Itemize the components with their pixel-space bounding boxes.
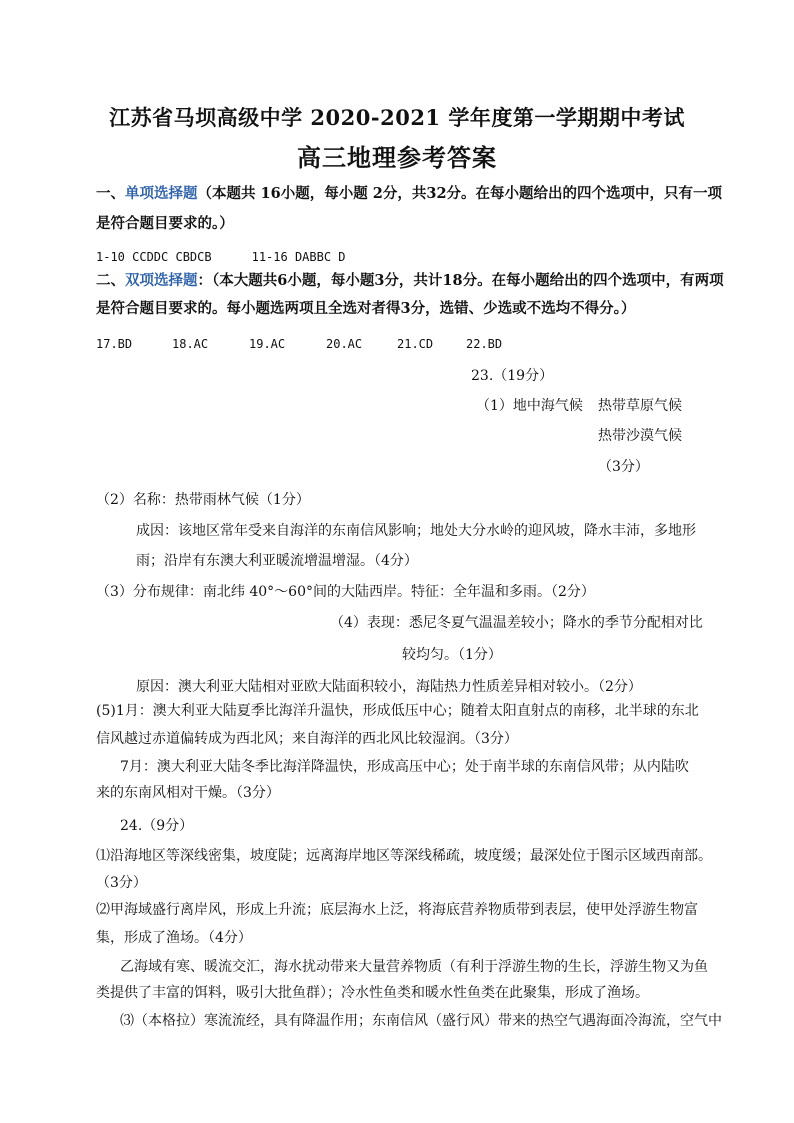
section1-prefix: 一、 — [96, 185, 125, 202]
answer-17: 17.BD — [96, 337, 133, 351]
section1-label: 单项选择题 — [125, 185, 198, 202]
section2-instructions: ：（本大题共6小题，每小题3分，共计18分。在每小题给出的四个选项中，有两项 — [197, 272, 724, 289]
q24-p1-line1: ⑴沿海地区等深线密集，坡度陡；远离海岸地区等深线稀疏，坡度缓；最深处位于图示区域西南部。 — [96, 848, 712, 864]
section2-heading — [96, 271, 724, 291]
q23-p2-cause2: 雨；沿岸有东澳大利亚暖流增温增湿。（4分） — [136, 553, 418, 569]
answers-11-16: 11-16 DABBC D — [251, 250, 346, 264]
section2-instructions-cont: 是符合题目要求的。每小题选两项且全选对者得3分，选错、少选或不选均不得分。） — [96, 300, 636, 317]
q24-header: 24.（9分） — [120, 818, 194, 834]
q23-p4-reason: 原因：澳大利亚大陆相对亚欧大陆面积较小，海陆热力性质差异相对较小。（2分） — [136, 679, 642, 695]
q23-p3: （3）分布规律：南北纬 40°～60°间的大陆西岸。特征：全年温和多雨。（2分） — [96, 584, 595, 600]
section1-heading — [96, 184, 722, 204]
answers-1-10: 1-10 CCDDC CBDCB — [96, 250, 212, 264]
q24-p2-line1: ⑵甲海域盛行离岸风，形成上升流；底层海水上泛，将海底营养物质带到表层，使甲处浮游生物富 — [96, 902, 698, 918]
q24-p1-line2: （3分） — [96, 875, 147, 891]
q24-p2-line4: 类提供了丰富的饵料，吸引大批鱼群）；冷水性鱼类和暖水性鱼类在此聚集，形成了渔场。 — [96, 985, 649, 1001]
section2-label: 双项选择题 — [125, 272, 198, 289]
q23-p5-line2: 信风越过赤道偏转成为西北风；来自海洋的西北风比较湿润。（3分） — [96, 731, 518, 747]
q23-p2-name: （2）名称：热带雨林气候（1分） — [96, 492, 310, 508]
q23-p1-a: （1）地中海气候 — [476, 398, 583, 414]
q23-p2-cause1: 成因：该地区常年受来自海洋的东南信风影响；地处大分水岭的迎风坡，降水丰沛，多地形 — [136, 523, 696, 539]
q23-p1-b: 热带草原气候 — [598, 398, 682, 414]
answer-21: 21.CD — [397, 337, 434, 351]
answer-20: 20.AC — [326, 337, 363, 351]
q24-p2-line3: 乙海域有寒、暖流交汇，海水扰动带来大量营养物质（有利于浮游生物的生长，浮游生物又为鱼 — [120, 959, 708, 975]
q23-p1-score: （3分） — [598, 459, 649, 475]
section1-instructions: （本题共 16小题，每小题 2分，共32分。在每小题给出的四个选项中，只有一项 — [197, 185, 723, 202]
answer-22: 22.BD — [466, 337, 503, 351]
q23-p1-c: 热带沙漠气候 — [598, 428, 682, 444]
q23-header: 23.（19分） — [471, 368, 554, 384]
q23-p5-line4: 来的东南风相对干燥。（3分） — [96, 785, 280, 801]
answer-18: 18.AC — [172, 337, 209, 351]
q24-p3-line1: ⑶（本格拉）寒流流经，具有降温作用；东南信风（盛行风）带来的热空气遇海面冷海流，空气中 — [120, 1013, 722, 1029]
section1-instructions-cont: 是符合题目要求的。） — [96, 215, 234, 232]
section2-prefix: 二、 — [96, 272, 125, 289]
q24-p2-line2: 集，形成了渔场。（4分） — [96, 930, 252, 946]
q23-p5-line1: (5)1月：澳大利亚大陆夏季比海洋升温快，形成低压中心；随着太阳直射点的南移，北半球的东北 — [96, 703, 699, 719]
q23-p4-line1: （4）表现：悉尼冬夏气温温差较小；降水的季节分配相对比 — [330, 615, 703, 631]
section1-answers — [96, 247, 346, 267]
answer-19: 19.AC — [249, 337, 286, 351]
answer-key-title: 高三地理参考答案 — [297, 143, 497, 172]
q23-p4-line2: 较均匀。（1分） — [402, 647, 502, 663]
exam-title: 江苏省马坝高级中学 2020-2021 学年度第一学期期中考试 — [109, 105, 685, 130]
q23-p5-line3: 7月：澳大利亚大陆冬季比海洋降温快，形成高压中心；处于南半球的东南信风带；从内陆吹 — [120, 759, 689, 775]
